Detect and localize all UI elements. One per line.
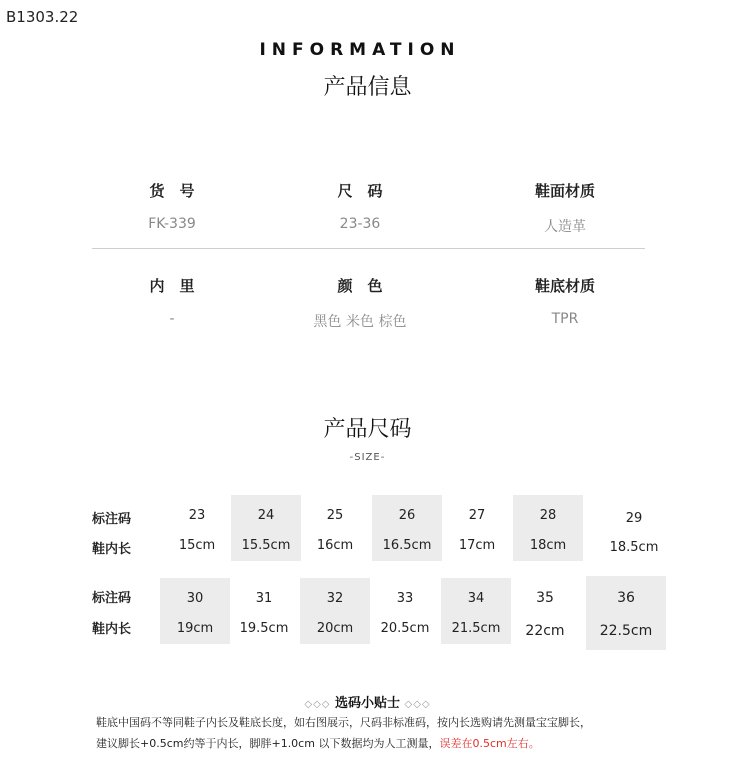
info-label-item-no: 货 号 [149,182,195,200]
size-cell-26 [372,495,442,561]
size-cell-28 [513,495,583,561]
size-value: 24 [257,508,275,523]
size-section-subtitle: -SIZE- [349,452,386,463]
length-value: 16cm [316,538,354,553]
length-value: 15.5cm [241,538,291,553]
tips-deco-left-icon: ◇◇◇ [304,699,331,710]
size-value: 31 [255,591,273,606]
size-value: 32 [326,591,344,606]
length-value: 16.5cm [382,538,432,553]
product-info-title: 产品信息 [323,75,412,100]
size-cell-25 [300,495,370,561]
length-value: 22.5cm [599,623,653,639]
row1-size-label: 标注码 [92,512,132,527]
size-cell-35 [510,578,580,644]
size-cell-23 [162,495,232,561]
tips-line-2 [96,735,540,751]
size-value: 29 [625,511,643,526]
size-section-title: 产品尺码 [323,417,412,442]
length-value: 20cm [316,621,354,636]
size-cell-36 [586,576,666,650]
size-value: 27 [468,508,486,523]
size-value: 26 [398,508,416,523]
row2-length-label: 鞋内长 [92,622,132,637]
size-cell-31 [229,578,299,644]
info-value-lining: - [169,311,175,327]
size-cell-33 [370,578,440,644]
length-value: 15cm [178,538,216,553]
info-value-sole-material: TPR [551,311,579,327]
size-value: 35 [536,590,554,606]
info-label-lining: 内 里 [149,277,195,295]
size-value: 25 [326,508,344,523]
size-value: 28 [539,508,557,523]
size-cell-29 [596,495,672,561]
info-value-size: 23-36 [339,216,381,232]
length-value: 17cm [458,538,496,553]
size-value: 36 [617,590,635,606]
size-value: 33 [396,591,414,606]
tips-line-2-main: 建议脚长+0.5cm约等于内长，脚胖+1.0cm 以下数据均为人工测量， [96,737,440,750]
row1-length-label: 鞋内长 [92,542,132,557]
info-label-size: 尺 码 [337,182,383,200]
product-code: B1303.22 [6,8,79,26]
info-label-color: 颜 色 [337,277,383,295]
length-value: 22cm [525,623,565,639]
size-cell-32 [300,578,370,644]
info-value-item-no: FK-339 [148,216,196,232]
size-value: 34 [467,591,485,606]
tips-title [0,692,735,711]
row2-size-label: 标注码 [92,591,132,606]
info-value-upper-material: 人造革 [544,219,586,235]
info-label-upper-material: 鞋面材质 [534,182,595,200]
size-value: 30 [186,591,204,606]
size-cell-30 [160,578,230,644]
info-divider [92,248,645,249]
length-value: 20.5cm [380,621,430,636]
length-value: 18cm [529,538,567,553]
length-value: 19.5cm [239,621,289,636]
length-value: 18.5cm [609,540,659,555]
size-cell-34 [441,578,511,644]
information-title: INFORMATION [259,40,461,60]
size-cell-24 [231,495,301,561]
tips-deco-right-icon: ◇◇◇ [404,699,431,710]
tips-line-1: 鞋底中国码不等同鞋子内长及鞋底长度，如右图展示，尺码非标准码，按内长选购请先测量宝宝脚长， [96,716,591,729]
info-value-color: 黑色 米色 棕色 [313,314,407,330]
tips-title-text: 选码小贴士 [334,696,400,711]
length-value: 21.5cm [451,621,501,636]
info-label-sole-material: 鞋底材质 [534,277,595,295]
size-value: 23 [188,508,206,523]
size-cell-27 [442,495,512,561]
length-value: 19cm [176,621,214,636]
tips-line-2-warning: 误差在0.5cm左右。 [439,737,540,750]
